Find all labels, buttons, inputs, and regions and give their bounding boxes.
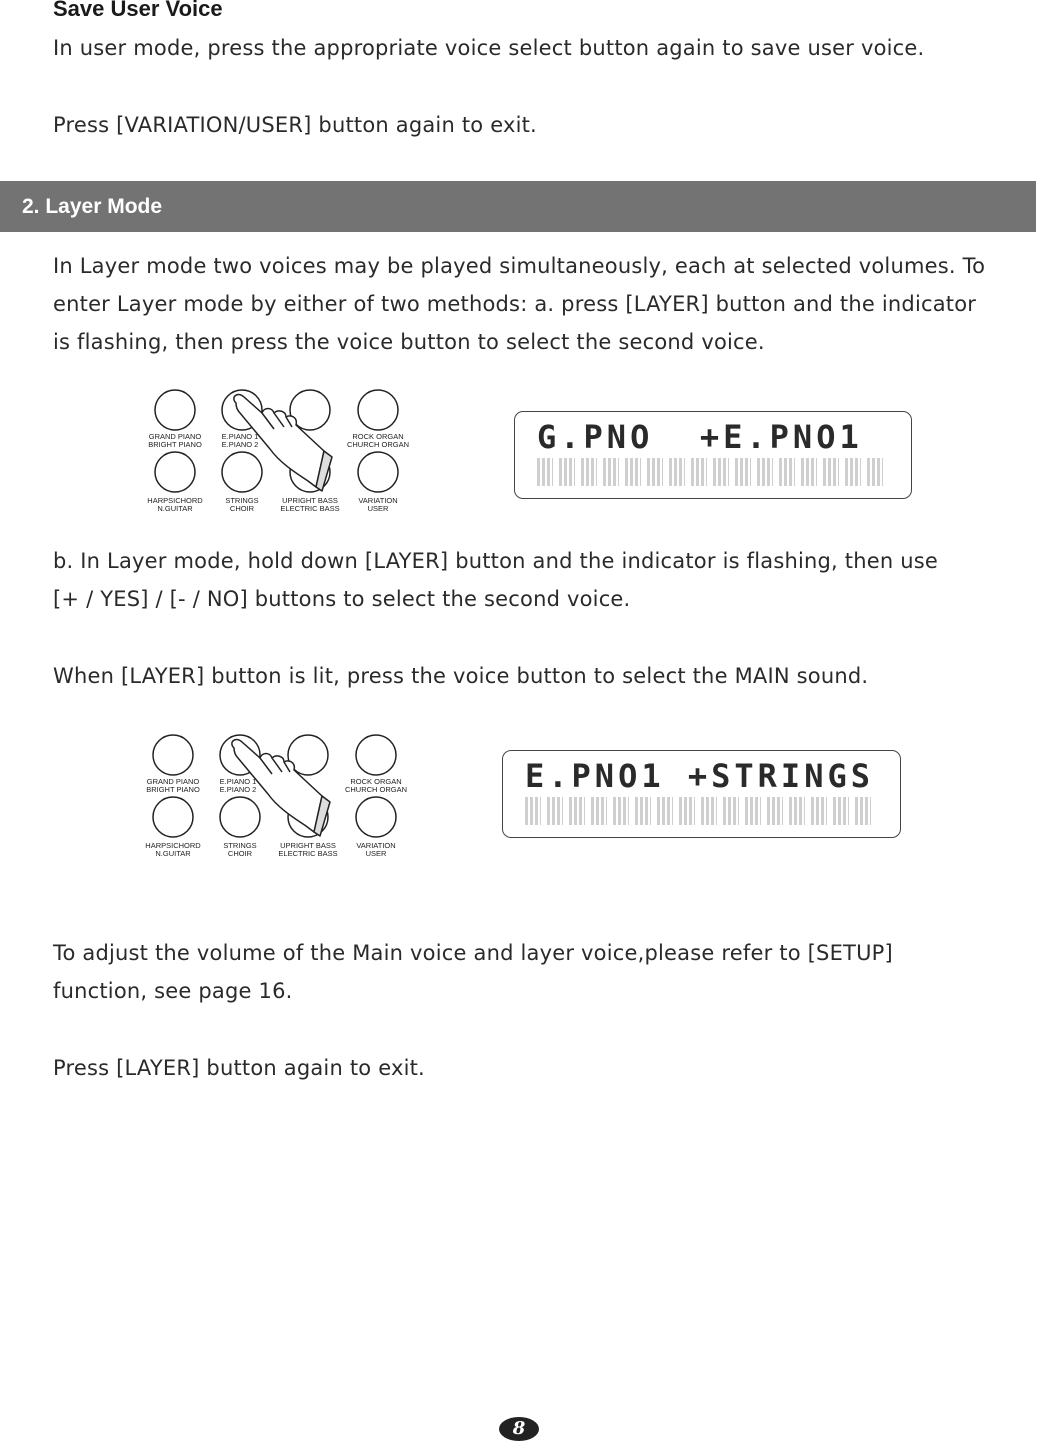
svg-text:E.PIANO 1: E.PIANO 1	[219, 777, 257, 786]
svg-text:ELECTRIC BASS: ELECTRIC BASS	[280, 504, 340, 513]
lcd-display-1-blank-row	[537, 458, 883, 486]
voice-button-harpsichord[interactable]	[153, 797, 193, 837]
save-user-voice-text: In user mode, press the appropriate voice select button again to save user voice.	[53, 36, 925, 60]
svg-text:E.PIANO 2: E.PIANO 2	[219, 785, 257, 794]
method-b-line-2: [+ / YES] / [- / NO] buttons to select the second voice.	[53, 587, 631, 611]
method-b-line-1: b. In Layer mode, hold down [LAYER] button and the indicator is flashing, then use	[53, 549, 939, 573]
svg-text:USER: USER	[367, 504, 389, 513]
svg-text:STRINGS: STRINGS	[225, 496, 259, 505]
svg-text:HARPSICHORD: HARPSICHORD	[145, 841, 201, 850]
volume-line-1: To adjust the volume of the Main voice and layer voice,please refer to [SETUP]	[53, 941, 893, 965]
svg-text:CHOIR: CHOIR	[227, 849, 253, 858]
voice-button-strings[interactable]	[222, 452, 262, 492]
layer-mode-title: 2. Layer Mode	[22, 195, 163, 218]
voice-button-panel-1	[140, 383, 420, 523]
lcd-display-1-text: G.PNO +E.PNO1	[537, 418, 863, 456]
svg-text:CHURCH ORGAN: CHURCH ORGAN	[344, 785, 408, 794]
svg-text:STRINGS: STRINGS	[223, 841, 257, 850]
svg-text:GRAND PIANO: GRAND PIANO	[148, 432, 202, 441]
voice-button-rock-organ[interactable]	[356, 735, 396, 775]
layer-exit-text: Press [LAYER] button again to exit.	[53, 1056, 425, 1080]
svg-text:VARIATION: VARIATION	[358, 496, 398, 505]
voice-button-panel-2	[138, 728, 418, 868]
lcd-display-2-text: E.PNO1 +STRINGS	[525, 757, 874, 795]
svg-text:GRAND PIANO: GRAND PIANO	[146, 777, 200, 786]
voice-button-grand-piano[interactable]	[155, 390, 195, 430]
intro-line-3: is flashing, then press the voice button to select the second voice.	[53, 330, 765, 354]
svg-text:BRIGHT PIANO: BRIGHT PIANO	[146, 785, 200, 794]
voice-button-strings[interactable]	[220, 797, 260, 837]
intro-line-1: In Layer mode two voices may be played simultaneously, each at selected volumes. To	[53, 254, 986, 278]
svg-text:CHURCH ORGAN: CHURCH ORGAN	[346, 440, 410, 449]
svg-text:UPRIGHT BASS: UPRIGHT BASS	[280, 841, 336, 850]
svg-text:VARIATION: VARIATION	[356, 841, 396, 850]
svg-text:ROCK ORGAN: ROCK ORGAN	[350, 777, 402, 786]
intro-line-2: enter Layer mode by either of two methods: a. press [LAYER] button and the indicator	[53, 292, 977, 316]
svg-text:UPRIGHT BASS: UPRIGHT BASS	[282, 496, 338, 505]
save-exit-text: Press [VARIATION/USER] button again to exit.	[53, 113, 537, 137]
volume-line-2: function, see page 16.	[53, 979, 293, 1003]
voice-button-rock-organ[interactable]	[358, 390, 398, 430]
svg-text:N.GUITAR: N.GUITAR	[155, 849, 191, 858]
svg-text:HARPSICHORD: HARPSICHORD	[147, 496, 203, 505]
svg-text:USER: USER	[365, 849, 387, 858]
page-number-badge: 8	[499, 1417, 539, 1441]
voice-button-variation-user[interactable]	[356, 797, 396, 837]
lcd-display-2-blank-row	[525, 797, 871, 825]
voice-button-variation-user[interactable]	[358, 452, 398, 492]
lcd-display-2	[502, 750, 901, 838]
voice-button-harpsichord[interactable]	[155, 452, 195, 492]
voice-button-grand-piano[interactable]	[153, 735, 193, 775]
main-sound-text: When [LAYER] button is lit, press the voice button to select the MAIN sound.	[53, 664, 869, 688]
svg-text:E.PIANO 1: E.PIANO 1	[221, 432, 259, 441]
svg-text:BRIGHT PIANO: BRIGHT PIANO	[148, 440, 202, 449]
svg-text:ROCK ORGAN: ROCK ORGAN	[352, 432, 404, 441]
section-header-bar	[0, 181, 1036, 232]
svg-text:CHOIR: CHOIR	[229, 504, 255, 513]
svg-text:ELECTRIC BASS: ELECTRIC BASS	[278, 849, 338, 858]
svg-text:E.PIANO 2: E.PIANO 2	[221, 440, 259, 449]
save-user-voice-heading: Save User Voice	[53, 0, 223, 21]
lcd-display-1	[514, 411, 912, 499]
svg-text:N.GUITAR: N.GUITAR	[157, 504, 193, 513]
